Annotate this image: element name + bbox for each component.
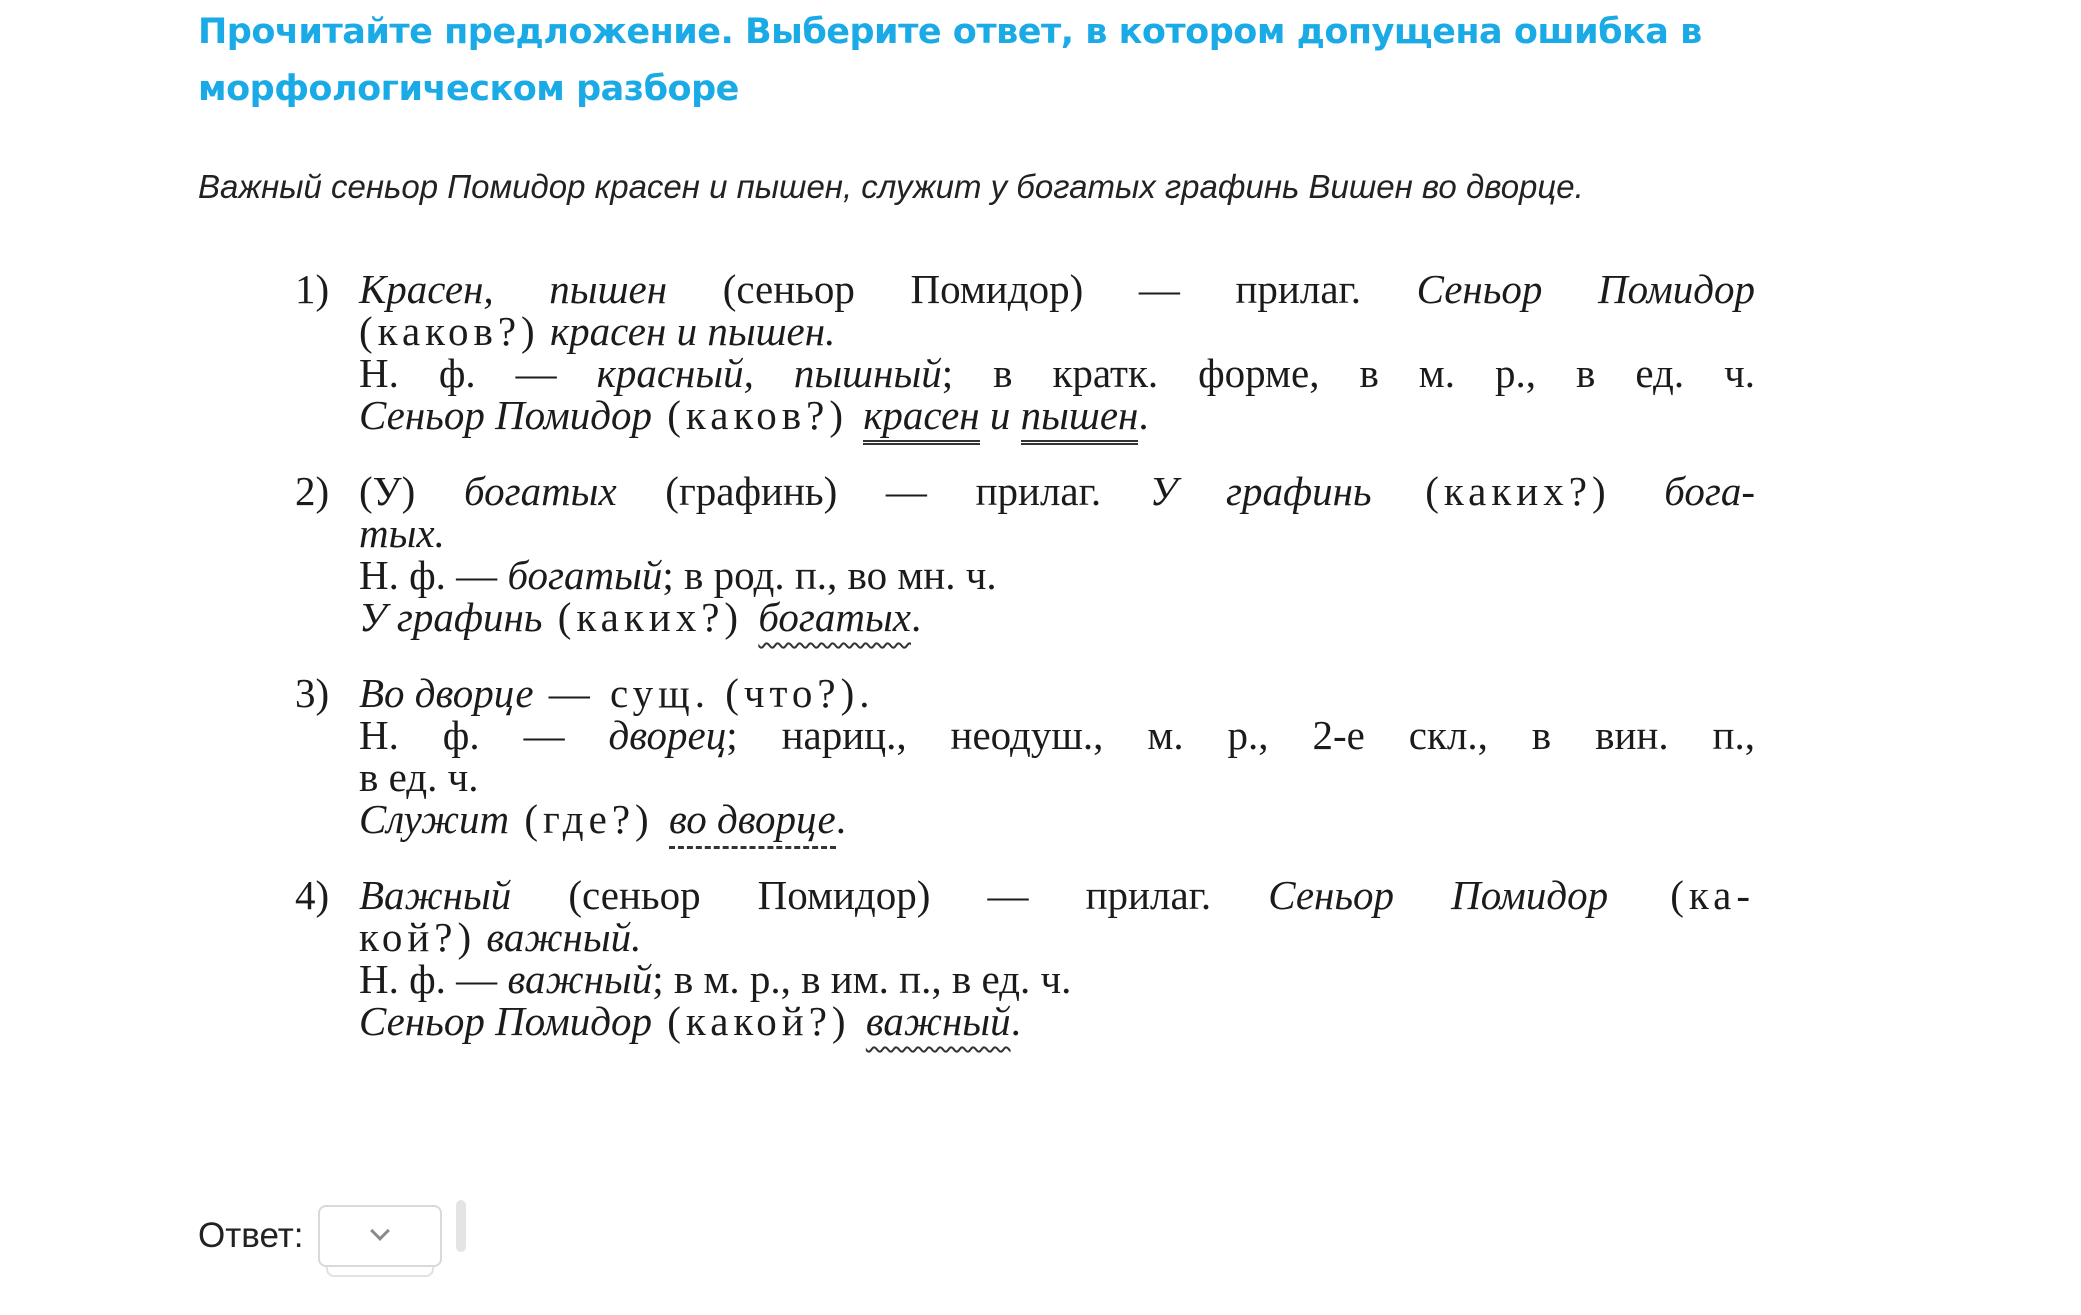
option-line: Сеньор Помидор (какой?) важный.	[359, 998, 1021, 1044]
option-line: Важный (сеньор Помидор) — прилаг. Сеньор Помидор (ка-	[359, 872, 1755, 918]
option-line: Во дворце — сущ. (что?).	[359, 670, 875, 716]
answer-select[interactable]	[318, 1205, 442, 1267]
option-1	[295, 268, 1755, 436]
answer-label: Ответ:	[198, 1216, 304, 1255]
option-3	[295, 672, 1755, 840]
option-4	[295, 874, 1755, 1042]
option-line: тых.	[359, 510, 445, 556]
option-line: (каков?) красен и пышен.	[359, 308, 836, 354]
option-line: кой?) важный.	[359, 914, 642, 960]
option-line: Красен, пышен (сеньор Помидор) — прилаг. Сеньор Помидор	[359, 266, 1755, 312]
option-number: 2)	[295, 468, 330, 514]
predicate-underline: красен	[863, 392, 979, 445]
option-number: 3)	[295, 670, 330, 716]
option-number: 4)	[295, 872, 330, 918]
predicate-underline: пышен	[1021, 392, 1139, 445]
option-line: Н. ф. — дворец; нариц., неодуш., м. р., 2-е скл., в вин. п.,	[359, 712, 1755, 758]
option-number: 1)	[295, 266, 330, 312]
question-title: Прочитайте предложение. Выберите ответ, в котором допущена ошибка в морфологическом разборе	[198, 12, 1702, 109]
option-line: Н. ф. — красный, пышный; в кратк. форме, в м. р., в ед. ч.	[359, 350, 1755, 396]
option-line: в ед. ч.	[359, 754, 479, 800]
adverbial-underline: во дворце	[669, 796, 836, 849]
option-line: Н. ф. — богатый; в род. п., во мн. ч.	[359, 552, 997, 598]
chevron-down-icon[interactable]	[370, 1221, 390, 1241]
option-line: Сеньор Помидор (каков?) красен и пышен.	[359, 394, 1755, 436]
option-line: (У) богатых (графинь) — прилаг. У графинь (каких?) бога-	[359, 468, 1755, 514]
answer-row	[198, 1205, 442, 1267]
question-sentence: Важный сеньор Помидор красен и пышен, служит у богатых графинь Вишен во дворце.	[198, 168, 1584, 205]
scrollbar-handle[interactable]	[456, 1200, 466, 1252]
attribute-underline: важный	[865, 998, 1011, 1044]
attribute-underline: богатых	[758, 594, 911, 640]
option-line: Служит (где?) во дворце.	[359, 798, 1755, 840]
option-line: Н. ф. — важный; в м. р., в им. п., в ед. ч.	[359, 956, 1072, 1002]
option-line: У графинь (каких?) богатых.	[359, 594, 922, 640]
option-2	[295, 470, 1755, 638]
morphology-options	[295, 268, 1755, 1042]
